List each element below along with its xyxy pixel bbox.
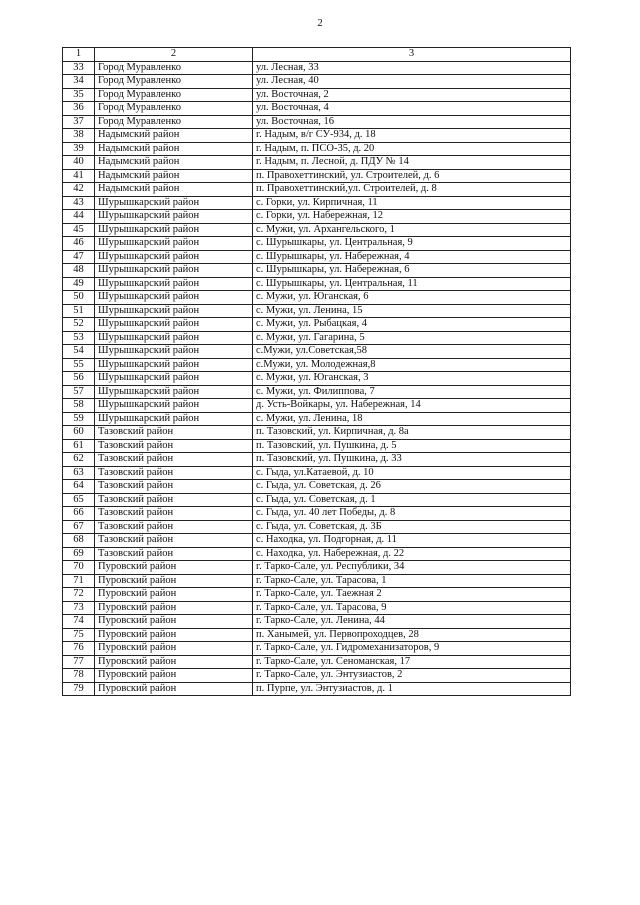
- address-cell: с. Мужи, ул. Филиппова, 7: [253, 385, 571, 399]
- table-row: [63, 520, 571, 534]
- table-row: [63, 250, 571, 264]
- address-cell: п. Ханымей, ул. Первопроходцев, 28: [253, 628, 571, 642]
- row-number-cell: 58: [63, 399, 95, 413]
- municipality-cell: Пуровский район: [95, 588, 253, 602]
- header-row: [63, 48, 571, 62]
- row-number-cell: 35: [63, 88, 95, 102]
- row-number-cell: 68: [63, 534, 95, 548]
- table-row: [63, 318, 571, 332]
- row-number-cell: 40: [63, 156, 95, 170]
- table-row: [63, 439, 571, 453]
- municipality-cell: Шурышкарский район: [95, 210, 253, 224]
- municipality-cell: Пуровский район: [95, 655, 253, 669]
- table-row: [63, 129, 571, 143]
- address-cell: с. Находка, ул. Подгорная, д. 11: [253, 534, 571, 548]
- municipality-cell: Пуровский район: [95, 615, 253, 629]
- address-cell: п. Тазовский, ул. Пушкина, д. 5: [253, 439, 571, 453]
- address-cell: г. Надым, п. Лесной, д. ПДУ № 14: [253, 156, 571, 170]
- municipality-cell: Пуровский район: [95, 642, 253, 656]
- row-number-cell: 66: [63, 507, 95, 521]
- table-row: [63, 291, 571, 305]
- municipality-cell: Тазовский район: [95, 426, 253, 440]
- table-row: [63, 61, 571, 75]
- table-row: [63, 615, 571, 629]
- row-number-cell: 37: [63, 115, 95, 129]
- header-cell-number: 1: [63, 48, 95, 62]
- row-number-cell: 36: [63, 102, 95, 116]
- table-row: [63, 196, 571, 210]
- page-number: 2: [317, 17, 323, 29]
- table-row: [63, 426, 571, 440]
- address-cell: с.Мужи, ул. Молодежная,8: [253, 358, 571, 372]
- table-row: [63, 669, 571, 683]
- row-number-cell: 67: [63, 520, 95, 534]
- municipality-cell: Город Муравленко: [95, 115, 253, 129]
- address-cell: с. Мужи, ул. Ленина, 15: [253, 304, 571, 318]
- table-row: [63, 156, 571, 170]
- row-number-cell: 38: [63, 129, 95, 143]
- table-row: [63, 385, 571, 399]
- row-number-cell: 48: [63, 264, 95, 278]
- row-number-cell: 51: [63, 304, 95, 318]
- row-number-cell: 71: [63, 574, 95, 588]
- address-cell: п. Правохеттинский, ул. Строителей, д. 6: [253, 169, 571, 183]
- address-cell: с. Горки, ул. Кирпичная, 11: [253, 196, 571, 210]
- table-row: [63, 75, 571, 89]
- row-number-cell: 42: [63, 183, 95, 197]
- municipality-cell: Тазовский район: [95, 534, 253, 548]
- row-number-cell: 57: [63, 385, 95, 399]
- address-cell: г. Тарко-Сале, ул. Энтузиастов, 2: [253, 669, 571, 683]
- row-number-cell: 54: [63, 345, 95, 359]
- table-row: [63, 480, 571, 494]
- address-cell: ул. Восточная, 4: [253, 102, 571, 116]
- address-cell: д. Усть-Войкары, ул. Набережная, 14: [253, 399, 571, 413]
- row-number-cell: 76: [63, 642, 95, 656]
- address-table: [62, 47, 571, 696]
- table-row: [63, 372, 571, 386]
- address-cell: г. Тарко-Сале, ул. Таежная 2: [253, 588, 571, 602]
- table-row: [63, 493, 571, 507]
- row-number-cell: 79: [63, 682, 95, 696]
- municipality-cell: Город Муравленко: [95, 61, 253, 75]
- municipality-cell: Тазовский район: [95, 547, 253, 561]
- table-row: [63, 183, 571, 197]
- municipality-cell: Шурышкарский район: [95, 277, 253, 291]
- row-number-cell: 46: [63, 237, 95, 251]
- address-cell: с. Гыда, ул. Советская, д. 26: [253, 480, 571, 494]
- row-number-cell: 69: [63, 547, 95, 561]
- row-number-cell: 43: [63, 196, 95, 210]
- table-row: [63, 264, 571, 278]
- address-cell: п. Тазовский, ул. Кирпичная, д. 8а: [253, 426, 571, 440]
- table-row: [63, 588, 571, 602]
- row-number-cell: 50: [63, 291, 95, 305]
- municipality-cell: Пуровский район: [95, 682, 253, 696]
- municipality-cell: Город Муравленко: [95, 102, 253, 116]
- table-row: [63, 561, 571, 575]
- table-row: [63, 655, 571, 669]
- municipality-cell: Тазовский район: [95, 453, 253, 467]
- table-body: [63, 61, 571, 696]
- municipality-cell: Надымский район: [95, 156, 253, 170]
- address-cell: с. Гыда, ул.Катаевой, д. 10: [253, 466, 571, 480]
- address-cell: с. Мужи, ул. Гагарина, 5: [253, 331, 571, 345]
- table-row: [63, 642, 571, 656]
- address-cell: с. Мужи, ул. Юганская, 6: [253, 291, 571, 305]
- row-number-cell: 41: [63, 169, 95, 183]
- table-row: [63, 601, 571, 615]
- table-row: [63, 682, 571, 696]
- municipality-cell: Тазовский район: [95, 520, 253, 534]
- row-number-cell: 61: [63, 439, 95, 453]
- address-cell: с. Шурышкары, ул. Центральная, 11: [253, 277, 571, 291]
- municipality-cell: Пуровский район: [95, 628, 253, 642]
- municipality-cell: Надымский район: [95, 183, 253, 197]
- header-cell-address: 3: [253, 48, 571, 62]
- municipality-cell: Город Муравленко: [95, 75, 253, 89]
- row-number-cell: 55: [63, 358, 95, 372]
- address-cell: с. Горки, ул. Набережная, 12: [253, 210, 571, 224]
- table-row: [63, 304, 571, 318]
- address-cell: г. Тарко-Сале, ул. Ленина, 44: [253, 615, 571, 629]
- address-cell: ул. Восточная, 16: [253, 115, 571, 129]
- table-row: [63, 534, 571, 548]
- address-cell: г. Надым, п. ПСО-35, д. 20: [253, 142, 571, 156]
- address-cell: с. Мужи, ул. Ленина, 18: [253, 412, 571, 426]
- municipality-cell: Тазовский район: [95, 507, 253, 521]
- table-row: [63, 574, 571, 588]
- table-row: [63, 345, 571, 359]
- address-cell: г. Надым, в/г СУ-934, д. 18: [253, 129, 571, 143]
- address-cell: с. Находка, ул. Набережная, д. 22: [253, 547, 571, 561]
- municipality-cell: Шурышкарский район: [95, 318, 253, 332]
- table-row: [63, 169, 571, 183]
- municipality-cell: Шурышкарский район: [95, 237, 253, 251]
- municipality-cell: Шурышкарский район: [95, 264, 253, 278]
- municipality-cell: Надымский район: [95, 129, 253, 143]
- address-cell: п. Правохеттинский,ул. Строителей, д. 8: [253, 183, 571, 197]
- address-cell: г. Тарко-Сале, ул. Тарасова, 1: [253, 574, 571, 588]
- address-cell: ул. Лесная, 40: [253, 75, 571, 89]
- address-cell: п. Пурпе, ул. Энтузиастов, д. 1: [253, 682, 571, 696]
- address-cell: с. Шурышкары, ул. Набережная, 6: [253, 264, 571, 278]
- municipality-cell: Шурышкарский район: [95, 331, 253, 345]
- municipality-cell: Шурышкарский район: [95, 399, 253, 413]
- row-number-cell: 62: [63, 453, 95, 467]
- row-number-cell: 45: [63, 223, 95, 237]
- municipality-cell: Пуровский район: [95, 561, 253, 575]
- address-cell: п. Тазовский, ул. Пушкина, д. 33: [253, 453, 571, 467]
- address-cell: г. Тарко-Сале, ул. Гидромеханизаторов, 9: [253, 642, 571, 656]
- municipality-cell: Шурышкарский район: [95, 304, 253, 318]
- address-cell: г. Тарко-Сале, ул. Республики, 34: [253, 561, 571, 575]
- address-cell: г. Тарко-Сале, ул. Сеноманская, 17: [253, 655, 571, 669]
- table-row: [63, 102, 571, 116]
- row-number-cell: 75: [63, 628, 95, 642]
- address-cell: с. Шурышкары, ул. Набережная, 4: [253, 250, 571, 264]
- municipality-cell: Шурышкарский район: [95, 372, 253, 386]
- table-row: [63, 628, 571, 642]
- table-row: [63, 358, 571, 372]
- address-cell: с.Мужи, ул.Советская,58: [253, 345, 571, 359]
- row-number-cell: 49: [63, 277, 95, 291]
- row-number-cell: 44: [63, 210, 95, 224]
- address-cell: с. Мужи, ул. Архангельского, 1: [253, 223, 571, 237]
- municipality-cell: Надымский район: [95, 142, 253, 156]
- address-cell: с. Мужи, ул. Рыбацкая, 4: [253, 318, 571, 332]
- row-number-cell: 34: [63, 75, 95, 89]
- table-row: [63, 277, 571, 291]
- row-number-cell: 59: [63, 412, 95, 426]
- table-row: [63, 399, 571, 413]
- municipality-cell: Шурышкарский район: [95, 250, 253, 264]
- row-number-cell: 73: [63, 601, 95, 615]
- row-number-cell: 56: [63, 372, 95, 386]
- table-row: [63, 210, 571, 224]
- address-cell: с. Шурышкары, ул. Центральная, 9: [253, 237, 571, 251]
- municipality-cell: Тазовский район: [95, 480, 253, 494]
- table-header: [63, 48, 571, 62]
- municipality-cell: Тазовский район: [95, 493, 253, 507]
- municipality-cell: Шурышкарский район: [95, 412, 253, 426]
- table-row: [63, 237, 571, 251]
- address-cell: с. Гыда, ул. 40 лет Победы, д. 8: [253, 507, 571, 521]
- row-number-cell: 74: [63, 615, 95, 629]
- table-row: [63, 331, 571, 345]
- address-cell: г. Тарко-Сале, ул. Тарасова, 9: [253, 601, 571, 615]
- address-cell: ул. Восточная, 2: [253, 88, 571, 102]
- row-number-cell: 52: [63, 318, 95, 332]
- row-number-cell: 70: [63, 561, 95, 575]
- row-number-cell: 78: [63, 669, 95, 683]
- municipality-cell: Шурышкарский район: [95, 358, 253, 372]
- row-number-cell: 33: [63, 61, 95, 75]
- row-number-cell: 64: [63, 480, 95, 494]
- municipality-cell: Город Муравленко: [95, 88, 253, 102]
- table-row: [63, 88, 571, 102]
- address-cell: ул. Лесная, 33: [253, 61, 571, 75]
- row-number-cell: 47: [63, 250, 95, 264]
- municipality-cell: Шурышкарский район: [95, 223, 253, 237]
- municipality-cell: Шурышкарский район: [95, 291, 253, 305]
- municipality-cell: Шурышкарский район: [95, 196, 253, 210]
- municipality-cell: Шурышкарский район: [95, 385, 253, 399]
- table-row: [63, 115, 571, 129]
- address-cell: с. Гыда, ул. Советская, д. 1: [253, 493, 571, 507]
- table-row: [63, 453, 571, 467]
- table-row: [63, 547, 571, 561]
- header-cell-municipality: 2: [95, 48, 253, 62]
- municipality-cell: Надымский район: [95, 169, 253, 183]
- row-number-cell: 53: [63, 331, 95, 345]
- municipality-cell: Шурышкарский район: [95, 345, 253, 359]
- municipality-cell: Тазовский район: [95, 466, 253, 480]
- address-cell: с. Мужи, ул. Юганская, 3: [253, 372, 571, 386]
- row-number-cell: 72: [63, 588, 95, 602]
- table-row: [63, 507, 571, 521]
- table-row: [63, 412, 571, 426]
- municipality-cell: Пуровский район: [95, 669, 253, 683]
- municipality-cell: Пуровский район: [95, 574, 253, 588]
- municipality-cell: Пуровский район: [95, 601, 253, 615]
- municipality-cell: Тазовский район: [95, 439, 253, 453]
- table-row: [63, 466, 571, 480]
- table-row: [63, 142, 571, 156]
- row-number-cell: 63: [63, 466, 95, 480]
- row-number-cell: 39: [63, 142, 95, 156]
- address-cell: с. Гыда, ул. Советская, д. 3Б: [253, 520, 571, 534]
- row-number-cell: 60: [63, 426, 95, 440]
- row-number-cell: 77: [63, 655, 95, 669]
- row-number-cell: 65: [63, 493, 95, 507]
- table-row: [63, 223, 571, 237]
